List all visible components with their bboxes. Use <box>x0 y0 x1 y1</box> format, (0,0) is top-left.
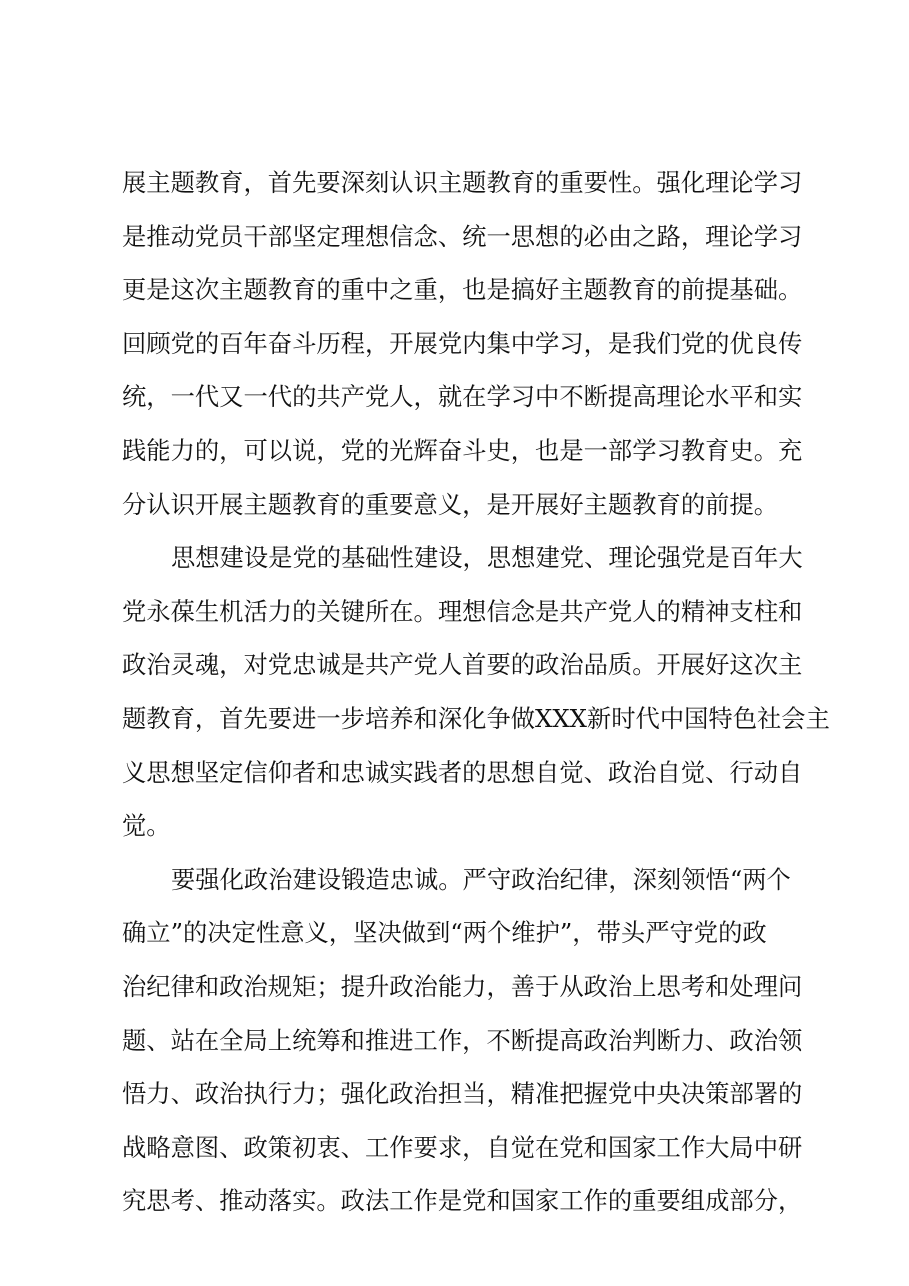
text-line: 义思想坚定信仰者和忠诚实践者的思想自觉、政治自觉、行动自 <box>122 757 803 787</box>
text-line: 要强化政治建设锻造忠诚。严守政治纪律，深刻领悟“两个 <box>171 864 791 894</box>
text-line: 统，一代又一代的共产党人，就在学习中不断提高理论水平和实 <box>122 382 803 412</box>
text-line: 回顾党的百年奋斗历程，开展党内集中学习，是我们党的优良传 <box>122 328 803 358</box>
text-line: 展主题教育，首先要深刻认识主题教育的重要性。强化理论学习 <box>122 168 803 197</box>
paragraph-1 <box>122 156 822 531</box>
paragraph-2 <box>122 531 830 853</box>
text-line: 题教育，首先要进一步培养和深化争做XXX新时代中国特色社会主 <box>122 703 830 733</box>
body-text <box>122 156 830 1228</box>
text-line: 更是这次主题教育的重中之重，也是搞好主题教育的前提基础。 <box>122 275 803 305</box>
text-line: 分认识开展主题教育的重要意义，是开展好主题教育的前提。 <box>122 489 779 519</box>
text-line: 践能力的，可以说，党的光辉奋斗史，也是一部学习教育史。充 <box>122 435 803 465</box>
text-line: 政治灵魂，对党忠诚是共产党人首要的政治品质。开展好这次主 <box>122 650 803 680</box>
text-line: 究思考、推动落实。政法工作是党和国家工作的重要组成部分， <box>122 1186 803 1216</box>
text-line: 确立”的决定性意义，坚决做到“两个维护”，带头严守党的政 <box>122 918 767 948</box>
text-line: 党永葆生机活力的关键所在。理想信念是共产党人的精神支柱和 <box>122 596 803 626</box>
text-line: 悟力、政治执行力；强化政治担当，精准把握党中央决策部署的 <box>122 1079 803 1109</box>
text-line: 思想建设是党的基础性建设，思想建党、理论强党是百年大 <box>171 543 803 573</box>
text-line: 战略意图、政策初衷、工作要求，自觉在党和国家工作大局中研 <box>122 1132 803 1162</box>
paragraph-3 <box>122 853 822 1228</box>
text-line: 觉。 <box>122 811 171 841</box>
text-line: 治纪律和政治规矩；提升政治能力，善于从政治上思考和处理问 <box>122 971 803 1001</box>
text-line: 是推动党员干部坚定理想信念、统一思想的必由之路，理论学习 <box>122 221 803 251</box>
text-line: 题、站在全局上统筹和推进工作，不断提高政治判断力、政治领 <box>122 1025 803 1055</box>
